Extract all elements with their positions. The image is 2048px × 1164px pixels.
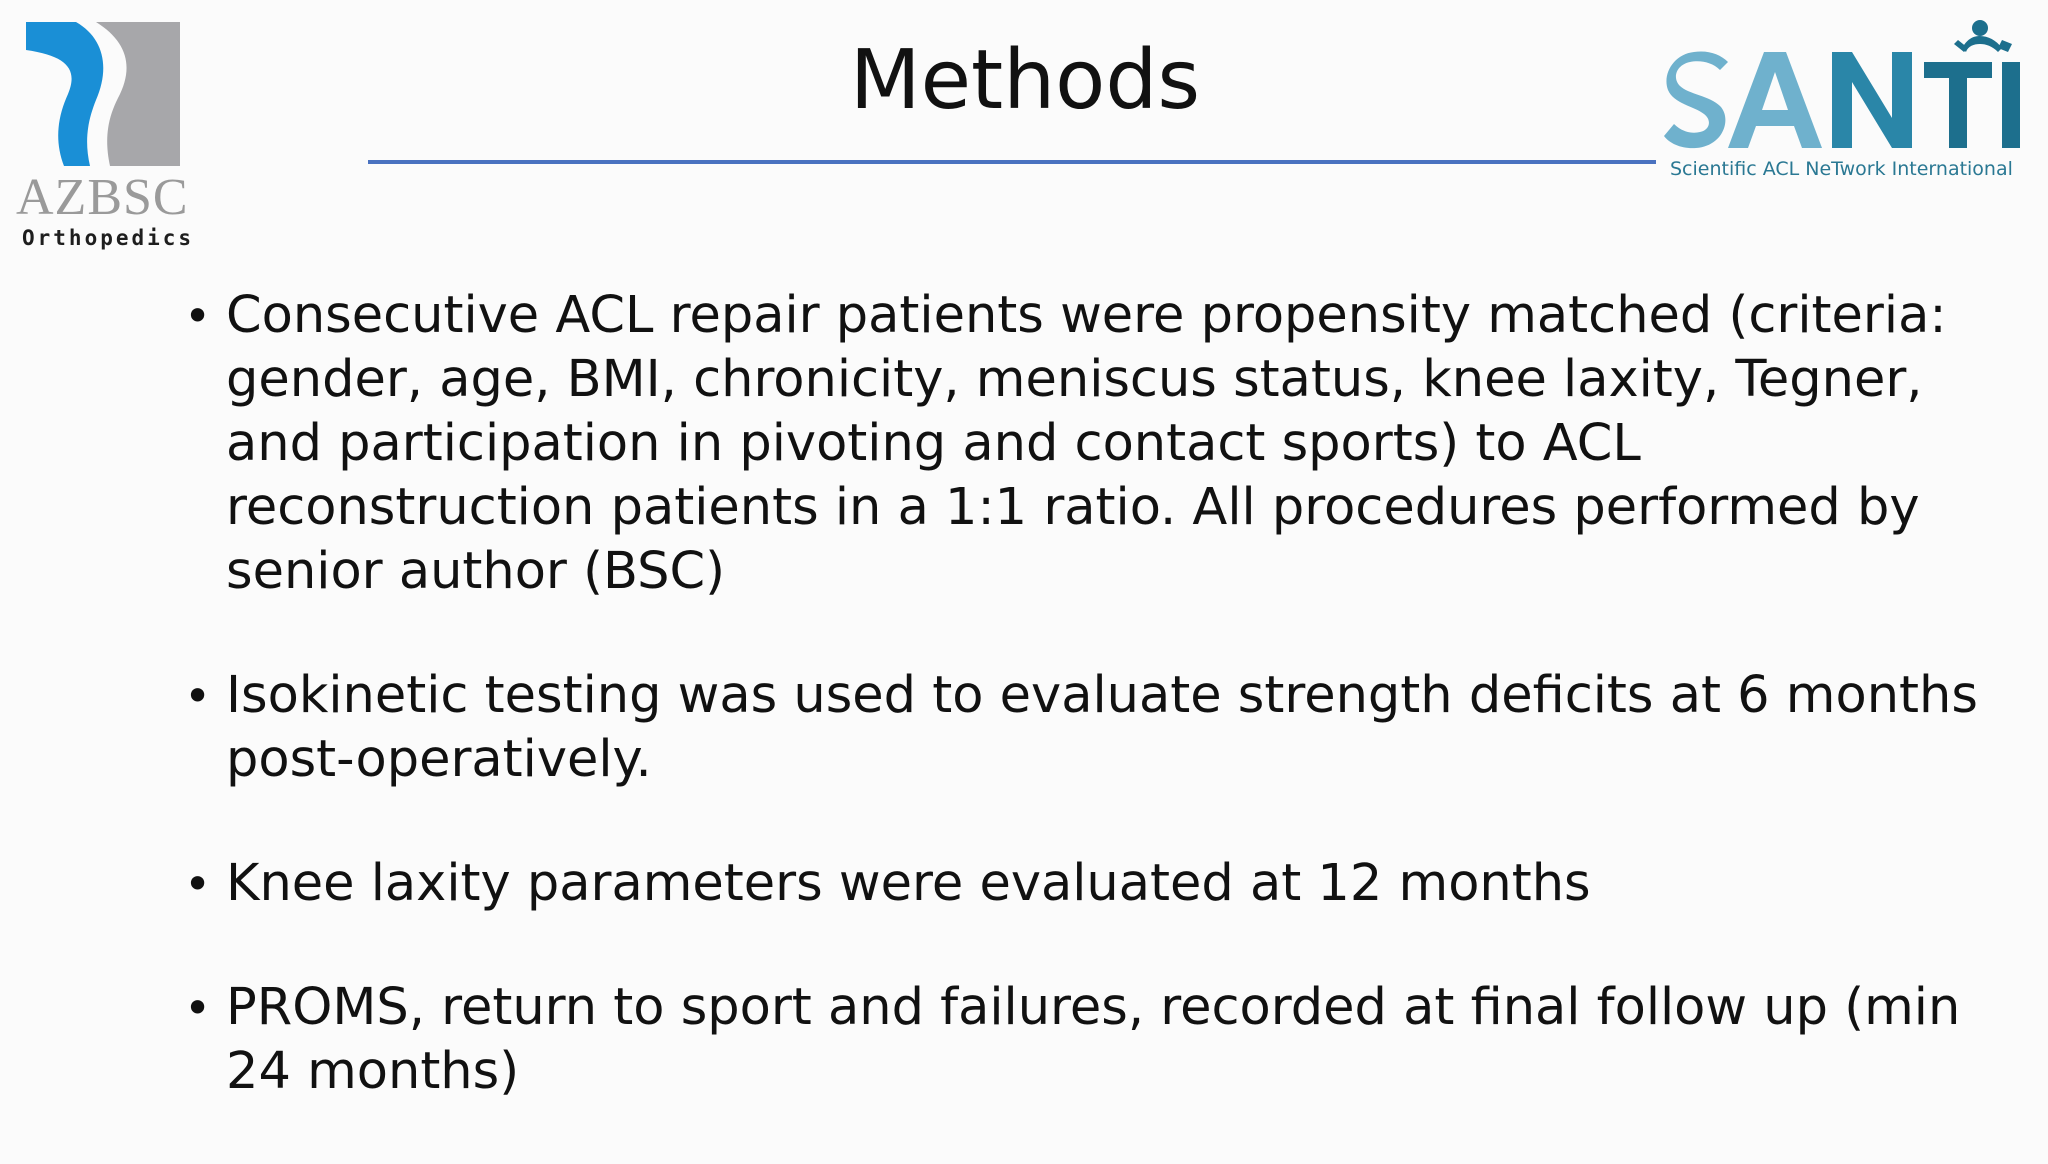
bullet-dot-icon: • <box>184 289 212 343</box>
bullet-item <box>180 852 1980 916</box>
bullet-dot-icon: • <box>184 981 212 1035</box>
title-underline <box>368 160 1656 164</box>
methods-bullet-list <box>180 284 1980 1164</box>
bullet-dot-icon: • <box>184 669 212 723</box>
azbsc-name: AZBSC <box>16 169 189 226</box>
bullet-dot-icon: • <box>184 857 212 911</box>
slide-title: Methods <box>849 33 1201 128</box>
azbsc-subtitle: Orthopedics <box>22 226 195 250</box>
bullet-text: Isokinetic testing was used to evaluate strength deficits at 6 months post-operatively. <box>226 666 1978 789</box>
bullet-item <box>180 976 1980 1104</box>
bullet-text: Consecutive ACL repair patients were propensity matched (criteria: gender, age, BMI, chronicity, meniscus status, knee laxity, Tegner, and participation in pivoting and contact sports) to ACL reconstruction patients in a 1:1 ratio. All procedures performed by senior author (BSC) <box>226 286 1947 601</box>
azbsc-knee-mark-icon <box>24 20 184 170</box>
santi-logo <box>1662 18 2042 188</box>
bullet-text: Knee laxity parameters were evaluated at 12 months <box>226 854 1591 913</box>
santi-wordmark-icon <box>1662 18 2042 168</box>
bullet-item <box>180 664 1980 792</box>
bullet-item <box>180 284 1980 604</box>
bullet-text: PROMS, return to sport and failures, recorded at final follow up (min 24 months) <box>226 978 1961 1101</box>
santi-tagline: Scientific ACL NeTwork International <box>1670 158 2013 180</box>
azbsc-logo <box>16 20 195 250</box>
